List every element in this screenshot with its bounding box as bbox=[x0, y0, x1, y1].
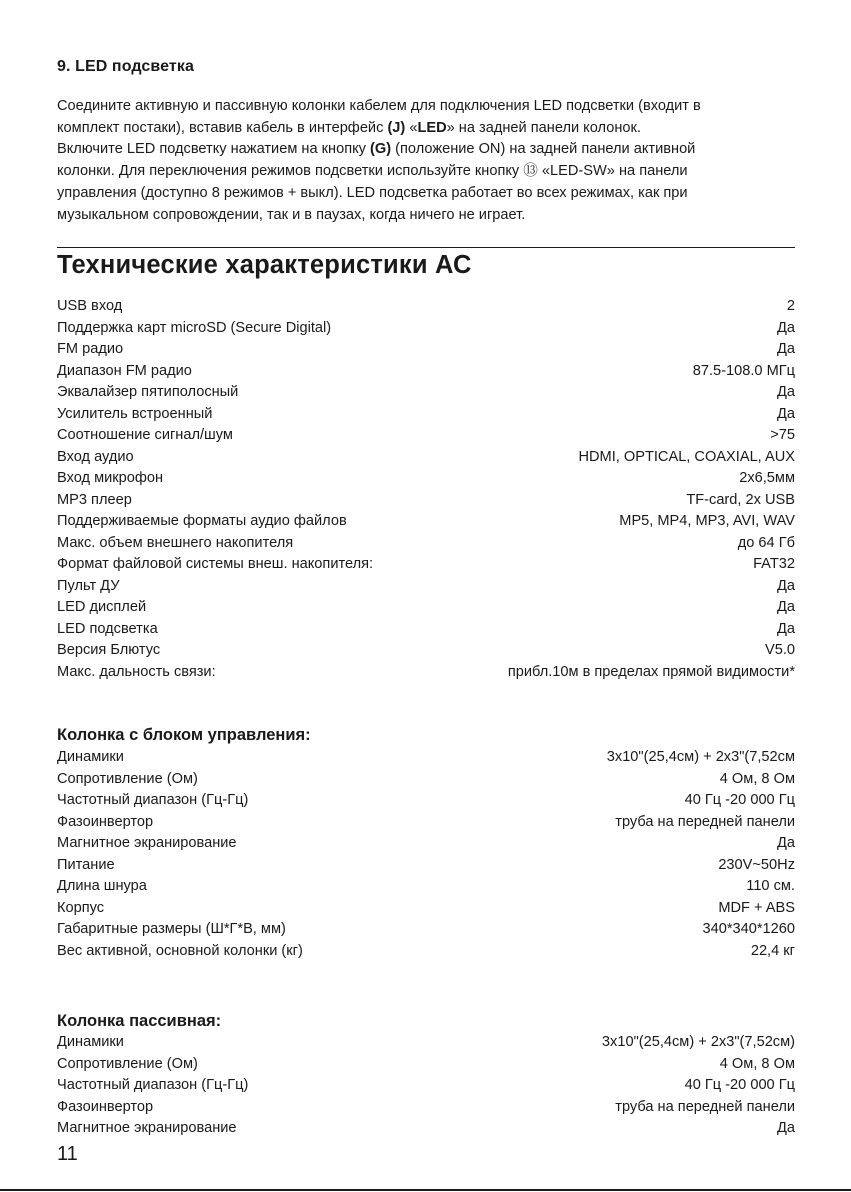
paragraph-line: Включите LED подсветку нажатием на кнопку (G) (положение ON) на задней панели активной bbox=[57, 141, 696, 158]
spec-value: Да bbox=[777, 577, 795, 594]
section-divider bbox=[57, 247, 795, 248]
spec-label: MP3 плеер bbox=[57, 491, 132, 508]
paragraph-line: Соедините активную и пассивную колонки кабелем для подключения LED подсветки (входит в bbox=[57, 98, 701, 114]
active-spec-label: Питание bbox=[57, 856, 115, 873]
spec-value: Да bbox=[777, 405, 795, 422]
spec-label: USB вход bbox=[57, 298, 123, 314]
spec-label: Эквалайзер пятиполосный bbox=[57, 384, 239, 400]
passive-spec-label: Частотный диапазон (Гц-Гц) bbox=[57, 1077, 249, 1093]
spec-value: TF-card, 2x USB bbox=[686, 491, 795, 508]
spec-row bbox=[57, 363, 795, 385]
passive-spec-row bbox=[57, 1034, 795, 1056]
active-spec-value: труба на передней панели bbox=[615, 813, 795, 830]
spec-row bbox=[57, 449, 795, 471]
spec-label: Макс. дальность связи: bbox=[57, 663, 216, 680]
passive-spec-label: Динамики bbox=[57, 1034, 124, 1050]
paragraph-line: музыкальном сопровождении, так и в паузах, когда ничего не играет. bbox=[57, 206, 526, 223]
spec-row bbox=[57, 492, 795, 514]
general-specs-list bbox=[57, 298, 795, 685]
spec-label: LED подсветка bbox=[57, 620, 158, 637]
spec-label: Усилитель встроенный bbox=[57, 405, 213, 422]
spec-label: FM радио bbox=[57, 341, 124, 357]
active-spec-value: Да bbox=[777, 835, 795, 851]
spec-row bbox=[57, 341, 795, 363]
spec-value: прибл.10м в пределах прямой видимости* bbox=[507, 663, 795, 680]
passive-spec-value: труба на передней панели bbox=[615, 1098, 795, 1115]
active-spec-label: Частотный диапазон (Гц-Гц) bbox=[57, 792, 249, 808]
spec-row bbox=[57, 513, 795, 535]
active-spec-row bbox=[57, 814, 795, 836]
passive-spec-value: 40 Гц -20 000 Гц bbox=[684, 1077, 795, 1093]
passive-spec-row bbox=[57, 1056, 795, 1078]
section-title-led: 9. LED подсветка bbox=[57, 58, 194, 75]
spec-label: LED дисплей bbox=[57, 599, 147, 615]
active-spec-row bbox=[57, 749, 795, 771]
spec-label: Пульт ДУ bbox=[57, 577, 120, 594]
active-spec-value: 110 см. bbox=[746, 878, 795, 894]
spec-row bbox=[57, 406, 795, 428]
active-spec-row bbox=[57, 771, 795, 793]
led-instructions-paragraph bbox=[57, 96, 795, 226]
active-spec-value: 340*340*1260 bbox=[702, 921, 795, 937]
active-spec-label: Фазоинвертор bbox=[57, 813, 154, 830]
page-number: 11 bbox=[57, 1143, 78, 1165]
active-spec-label: Корпус bbox=[57, 899, 105, 916]
spec-row bbox=[57, 599, 795, 621]
active-spec-label: Магнитное экранирование bbox=[57, 835, 237, 851]
spec-value: до 64 Гб bbox=[737, 534, 795, 551]
spec-value: Да bbox=[777, 319, 795, 336]
spec-label: Поддержка карт microSD (Secure Digital) bbox=[57, 319, 332, 336]
spec-label: Соотношение сигнал/шум bbox=[57, 427, 233, 443]
active-spec-label: Вес активной, основной колонки (кг) bbox=[57, 942, 303, 959]
spec-label: Вход микрофон bbox=[57, 470, 164, 486]
active-spec-value: 22,4 кг bbox=[750, 942, 795, 959]
bold-label: (G) bbox=[370, 141, 392, 158]
passive-speaker-heading: Колонка пассивная: bbox=[57, 1012, 222, 1030]
spec-row bbox=[57, 578, 795, 600]
spec-value: 2x6,5мм bbox=[739, 470, 795, 486]
page-bottom-rule bbox=[0, 1189, 851, 1191]
spec-row bbox=[57, 320, 795, 342]
spec-value: 87.5-108.0 МГц bbox=[692, 362, 795, 379]
spec-row bbox=[57, 470, 795, 492]
active-spec-row bbox=[57, 835, 795, 857]
specs-heading: Технические характеристики АС bbox=[57, 251, 472, 279]
active-spec-label: Габаритные размеры (Ш*Г*В, мм) bbox=[57, 921, 286, 937]
paragraph-line: колонки. Для переключения режимов подсветки используйте кнопку ⑬ «LED-SW» на панели bbox=[57, 163, 688, 180]
active-spec-row bbox=[57, 900, 795, 922]
passive-spec-value: 4 Ом, 8 Ом bbox=[719, 1055, 795, 1072]
active-spec-row bbox=[57, 792, 795, 814]
spec-label: Формат файловой системы внеш. накопителя: bbox=[57, 556, 374, 572]
active-spec-value: 3x10"(25,4см) + 2x3"(7,52см bbox=[606, 749, 795, 765]
passive-spec-value: 3x10"(25,4см) + 2x3"(7,52см) bbox=[601, 1034, 795, 1050]
spec-row bbox=[57, 298, 795, 320]
active-spec-value: 230V~50Hz bbox=[718, 856, 795, 873]
passive-spec-row bbox=[57, 1120, 795, 1142]
active-spec-value: 4 Ом, 8 Ом bbox=[719, 770, 795, 787]
spec-value: >75 bbox=[770, 427, 795, 443]
spec-label: Поддерживаемые форматы аудио файлов bbox=[57, 513, 347, 529]
active-spec-row bbox=[57, 878, 795, 900]
spec-value: Да bbox=[777, 341, 795, 357]
passive-spec-label: Сопротивление (Ом) bbox=[57, 1055, 198, 1072]
passive-spec-row bbox=[57, 1077, 795, 1099]
spec-row bbox=[57, 384, 795, 406]
spec-row bbox=[57, 664, 795, 686]
spec-value: Да bbox=[777, 384, 795, 400]
paragraph-line: комплект постаки), вставив кабель в интерфейс (J) «LED» на задней панели колонок. bbox=[57, 119, 641, 136]
bold-label: (J) bbox=[387, 119, 406, 136]
spec-value: Да bbox=[777, 620, 795, 637]
spec-row bbox=[57, 621, 795, 643]
active-spec-label: Динамики bbox=[57, 749, 124, 765]
spec-row bbox=[57, 427, 795, 449]
paragraph-line: управления (доступно 8 режимов + выкл). LED подсветка работает во всех режимах, как при bbox=[57, 184, 688, 201]
active-speaker-heading: Колонка с блоком управления: bbox=[57, 726, 311, 744]
passive-spec-value: Да bbox=[777, 1120, 795, 1136]
spec-label: Вход аудио bbox=[57, 448, 134, 465]
active-spec-label: Длина шнура bbox=[57, 878, 147, 894]
spec-label: Макс. объем внешнего накопителя bbox=[57, 534, 294, 551]
spec-value: HDMI, OPTICAL, COAXIAL, AUX bbox=[578, 448, 795, 465]
active-spec-row bbox=[57, 857, 795, 879]
spec-label: Версия Блютус bbox=[57, 642, 161, 658]
spec-value: FAT32 bbox=[753, 556, 795, 572]
passive-speaker-specs-list bbox=[57, 1034, 795, 1142]
active-speaker-specs-list bbox=[57, 749, 795, 964]
active-spec-value: 40 Гц -20 000 Гц bbox=[684, 792, 795, 808]
spec-value: MP5, MP4, MP3, AVI, WAV bbox=[619, 513, 795, 529]
spec-label: Диапазон FM радио bbox=[57, 362, 192, 379]
active-spec-row bbox=[57, 943, 795, 965]
active-spec-row bbox=[57, 921, 795, 943]
spec-row bbox=[57, 535, 795, 557]
passive-spec-label: Магнитное экранирование bbox=[57, 1120, 237, 1136]
active-spec-value: MDF + ABS bbox=[718, 899, 795, 916]
spec-row bbox=[57, 556, 795, 578]
passive-spec-label: Фазоинвертор bbox=[57, 1098, 154, 1115]
spec-value: 2 bbox=[786, 298, 795, 314]
spec-value: V5.0 bbox=[764, 642, 795, 658]
bold-label: LED bbox=[417, 119, 447, 136]
spec-value: Да bbox=[777, 599, 795, 615]
spec-row bbox=[57, 642, 795, 664]
passive-spec-row bbox=[57, 1099, 795, 1121]
active-spec-label: Сопротивление (Ом) bbox=[57, 770, 198, 787]
